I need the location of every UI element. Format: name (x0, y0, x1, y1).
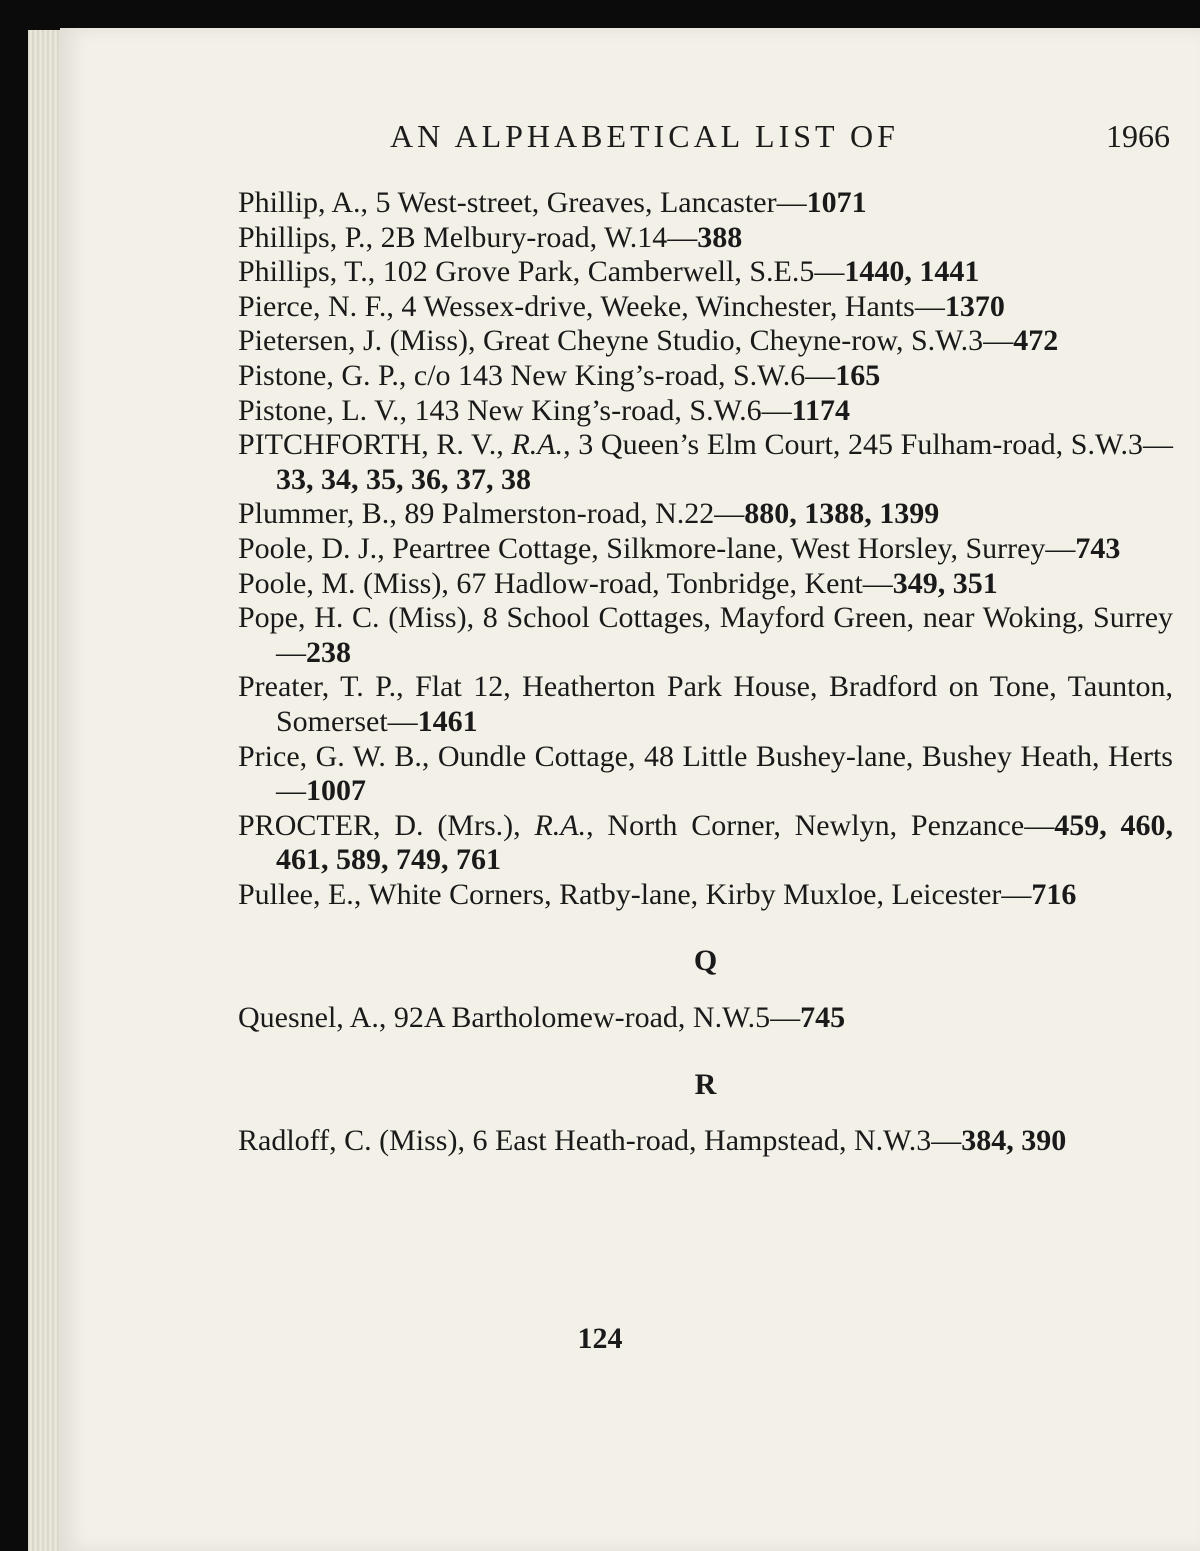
entry-catalogue-numbers: 165 (835, 358, 881, 392)
entry-name: Plummer, B. (238, 497, 390, 531)
section-letter-q: Q (693, 944, 718, 978)
separator: , (421, 739, 438, 773)
list-entry (238, 394, 1173, 429)
entry-catalogue-numbers: 33, 34, 35, 36, 37, 38 (276, 462, 531, 496)
entry-catalogue-numbers: 388 (697, 220, 743, 254)
entries-list (238, 186, 1173, 1159)
list-entry (238, 359, 1173, 394)
em-dash: — (1045, 531, 1076, 565)
entry-name: Phillips, T. (238, 255, 368, 289)
list-entry (238, 428, 1173, 497)
separator: , (513, 808, 535, 842)
em-dash: — (776, 186, 807, 219)
list-entry (238, 186, 1173, 221)
separator: , (466, 601, 483, 635)
entry-name: Poole, D. J. (238, 531, 378, 565)
r-entries (238, 1124, 1173, 1159)
separator: , (353, 877, 369, 911)
em-dash: — (1143, 428, 1174, 462)
entry-address: 67 Hadlow-road, Tonbridge, Kent (456, 566, 863, 600)
entry-address: Flat 12, Heatherton Park House, Bradford on Tone, Taunton, Somerset (276, 670, 1173, 738)
entry-name: Preater, T. P. (238, 670, 397, 704)
entry-address: 4 Wessex-drive, Weeke, Winchester, Hants (401, 289, 915, 323)
running-header (390, 118, 1170, 162)
entry-name: Quesnel, A. (238, 1001, 379, 1035)
entry-name: Phillips, P. (238, 220, 366, 254)
separator: , (496, 428, 512, 462)
separator: , (378, 1001, 394, 1035)
entry-address: Oundle Cottage, 48 Little Bushey-lane, Bushey Heath, Herts (437, 739, 1173, 773)
em-dash: — (770, 1001, 801, 1035)
list-entry (238, 601, 1173, 670)
em-dash: — (276, 635, 306, 669)
entry-catalogue-numbers: 880, 1388, 1399 (744, 497, 940, 531)
list-entry (238, 497, 1173, 532)
section-letter-r: R (694, 1067, 717, 1101)
list-entry (238, 1124, 1173, 1159)
entry-catalogue-numbers: 1174 (791, 393, 850, 427)
list-entry (238, 324, 1173, 359)
running-title: AN ALPHABETICAL LIST OF (390, 118, 899, 154)
entry-name: Pullee, E. (238, 877, 354, 911)
list-entry (238, 567, 1173, 602)
list-entry (238, 740, 1173, 809)
separator: , (367, 255, 383, 289)
em-dash: — (387, 704, 418, 738)
entry-distinction: R.A. (511, 428, 564, 462)
entry-catalogue-numbers: 1007 (306, 774, 366, 808)
entry-name: Pistone, G. P. (238, 358, 399, 392)
separator: , (457, 1124, 473, 1158)
list-entry (238, 221, 1173, 256)
em-dash: — (276, 774, 306, 808)
q-entries (238, 1001, 1173, 1036)
em-dash: — (983, 324, 1014, 358)
entry-address: North Corner, Newlyn, Penzance (607, 808, 1025, 842)
entry-name: Pistone, L. V. (238, 393, 400, 427)
em-dash: — (667, 220, 698, 254)
list-entry (238, 1001, 1173, 1036)
entry-catalogue-numbers: 459, 460, 461, 589, 749, 761 (276, 808, 1174, 877)
list-entry (238, 532, 1173, 567)
em-dash: — (1024, 808, 1055, 842)
entry-address: 8 School Cottages, Mayford Green, near Woking, Surrey (482, 601, 1174, 635)
entry-address: 2B Melbury-road, W.14 (380, 220, 668, 254)
p-entries (238, 186, 1173, 912)
entry-address: 143 New King’s-road, S.W.6 (414, 393, 762, 427)
entry-name: PROCTER, D. (Mrs.) (238, 808, 514, 842)
list-entry (238, 809, 1173, 878)
entry-name: Phillip, A. (238, 186, 361, 219)
entry-address: 5 West-street, Greaves, Lancaster (375, 186, 777, 219)
entry-address: Great Cheyne Studio, Cheyne-row, S.W.3 (482, 324, 984, 358)
separator: , (563, 428, 579, 462)
list-entry (238, 255, 1173, 290)
entry-catalogue-numbers: 238 (306, 635, 351, 669)
entry-address: 102 Grove Park, Camberwell, S.E.5 (382, 255, 815, 289)
entry-address: 3 Queen’s Elm Court, 245 Fulham-road, S.W.3 (578, 428, 1144, 462)
list-entry (238, 290, 1173, 325)
entry-name: Poole, M. (Miss) (238, 566, 442, 600)
entry-address: c/o 143 New King’s-road, S.W.6 (413, 358, 806, 392)
entry-catalogue-numbers: 1461 (417, 704, 478, 738)
list-entry (238, 670, 1173, 739)
em-dash: — (805, 358, 836, 392)
separator: , (377, 531, 393, 565)
em-dash: — (714, 497, 745, 531)
entry-address: 6 East Heath-road, Hampstead, N.W.3 (472, 1124, 932, 1158)
page-number: 124 (577, 1322, 623, 1355)
em-dash: — (814, 255, 845, 289)
em-dash: — (931, 1124, 962, 1158)
entry-catalogue-numbers: 472 (1013, 324, 1059, 358)
em-dash: — (761, 393, 792, 427)
separator: , (360, 186, 376, 219)
em-dash: — (914, 289, 945, 323)
separator: , (441, 566, 457, 600)
separator: , (467, 324, 483, 358)
entry-catalogue-numbers: 1440, 1441 (844, 255, 980, 289)
entry-address: 92A Bartholomew-road, N.W.5 (393, 1001, 771, 1035)
entry-catalogue-numbers: 349, 351 (892, 566, 998, 600)
entry-name: Pope, H. C. (Miss) (238, 601, 467, 635)
entry-name: PITCHFORTH, R. V. (238, 428, 497, 462)
entry-catalogue-numbers: 743 (1075, 531, 1121, 565)
entry-catalogue-numbers: 1071 (806, 186, 867, 219)
separator: , (389, 497, 405, 531)
separator: , (399, 393, 415, 427)
entry-catalogue-numbers: 1370 (944, 289, 1005, 323)
entry-catalogue-numbers: 384, 390 (961, 1124, 1067, 1158)
entry-catalogue-numbers: 745 (800, 1001, 846, 1035)
separator: , (586, 808, 608, 842)
separator: , (396, 670, 416, 704)
entry-catalogue-numbers: 716 (1031, 877, 1077, 911)
separator: , (365, 220, 381, 254)
entry-address: 89 Palmerston-road, N.22 (404, 497, 715, 531)
entry-address: Peartree Cottage, Silkmore-lane, West Horsley, Surrey (392, 531, 1046, 565)
em-dash: — (1001, 877, 1032, 911)
list-entry (238, 878, 1173, 913)
separator: , (386, 289, 402, 323)
em-dash: — (862, 566, 893, 600)
separator: , (398, 358, 414, 392)
entry-address: White Corners, Ratby-lane, Kirby Muxloe, Leicester (368, 877, 1002, 911)
entry-name: Pierce, N. F. (238, 289, 387, 323)
entry-distinction: R.A. (534, 808, 587, 842)
entry-name: Radloff, C. (Miss) (238, 1124, 458, 1158)
year: 1966 (1106, 118, 1170, 154)
entry-name: Pietersen, J. (Miss) (238, 324, 468, 358)
entry-name: Price, G. W. B. (238, 739, 422, 773)
